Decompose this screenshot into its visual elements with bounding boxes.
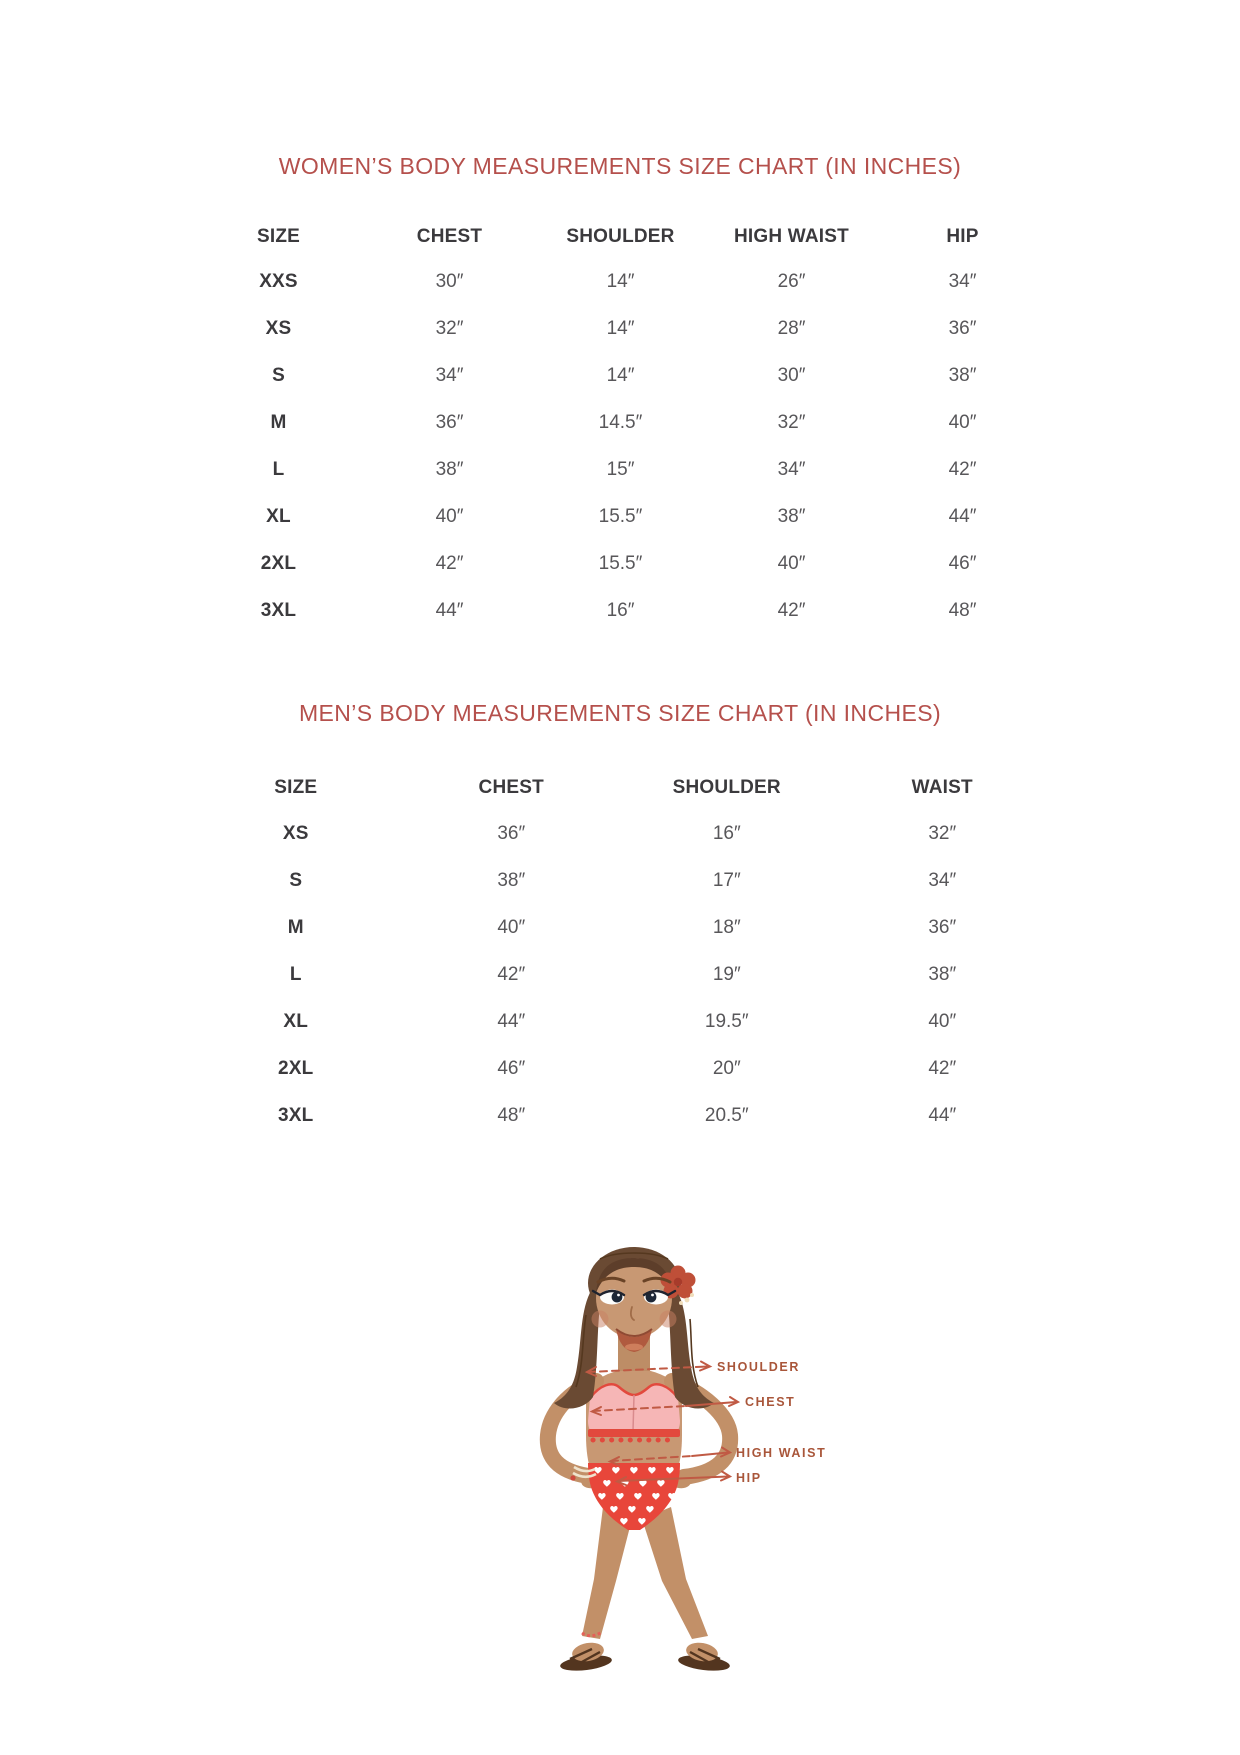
- size-cell: 2XL: [278, 1057, 314, 1079]
- right-leg: [642, 1507, 708, 1639]
- value-cell: 14″: [606, 317, 635, 339]
- left-cheek-blush: [592, 1311, 609, 1328]
- value-cell: 34″: [435, 364, 464, 386]
- value-cell: 40″: [928, 1010, 957, 1032]
- size-cell: XS: [265, 317, 292, 339]
- size-cell: XXS: [259, 270, 298, 292]
- bracelet-bead: [570, 1475, 575, 1480]
- size-cell: M: [287, 916, 304, 938]
- hair-left-lock: [554, 1289, 600, 1409]
- women-size-chart: [193, 258, 1048, 634]
- value-cell: 44″: [497, 1010, 526, 1032]
- high-waist-label: HIGH WAIST: [736, 1446, 827, 1460]
- value-cell: 16″: [712, 822, 741, 844]
- value-cell: 34″: [948, 270, 977, 292]
- value-cell: 42″: [928, 1057, 957, 1079]
- bikini-top-seam: [633, 1395, 634, 1431]
- value-cell: 14″: [606, 364, 635, 386]
- value-cell: 32″: [928, 822, 957, 844]
- column-header-shoulder: SHOULDER: [672, 777, 781, 798]
- chest-label: CHEST: [745, 1395, 796, 1409]
- value-cell: 36″: [497, 822, 526, 844]
- size-cell: L: [272, 458, 285, 480]
- size-cell: 2XL: [260, 552, 297, 574]
- value-cell: 38″: [948, 364, 977, 386]
- value-cell: 18″: [712, 916, 741, 938]
- men-size-chart: [188, 810, 1050, 1139]
- value-cell: 40″: [435, 505, 464, 527]
- value-cell: 42″: [777, 599, 806, 621]
- column-header-size: SIZE: [256, 226, 301, 247]
- value-cell: 30″: [777, 364, 806, 386]
- column-header-waist: WAIST: [911, 777, 973, 798]
- value-cell: 28″: [777, 317, 806, 339]
- value-cell: 38″: [497, 869, 526, 891]
- right-eye-highlight: [651, 1294, 654, 1297]
- value-cell: 26″: [777, 270, 806, 292]
- value-cell: 36″: [928, 916, 957, 938]
- value-cell: 44″: [948, 505, 977, 527]
- bikini-top-band: [588, 1429, 680, 1437]
- value-cell: 40″: [497, 916, 526, 938]
- column-header-hip: HIP: [946, 226, 979, 247]
- value-cell: 19.5″: [704, 1010, 749, 1032]
- value-cell: 20″: [712, 1057, 741, 1079]
- value-cell: 48″: [497, 1104, 526, 1126]
- right-cheek-blush: [660, 1311, 677, 1328]
- men-chart-header-row: [188, 773, 1050, 803]
- size-cell: 3XL: [260, 599, 297, 621]
- value-cell: 20.5″: [704, 1104, 749, 1126]
- column-header-chest: CHEST: [416, 226, 483, 247]
- column-header-size: SIZE: [274, 777, 318, 798]
- size-cell: XS: [282, 822, 309, 844]
- women-chart-header-row: [193, 222, 1048, 252]
- value-cell: 40″: [777, 552, 806, 574]
- size-cell: S: [289, 869, 303, 891]
- value-cell: 44″: [435, 599, 464, 621]
- value-cell: 46″: [948, 552, 977, 574]
- value-cell: 44″: [928, 1104, 957, 1126]
- size-cell: S: [272, 364, 285, 386]
- value-cell: 14.5″: [598, 411, 643, 433]
- men-chart-title: MEN’S BODY MEASUREMENTS SIZE CHART (IN INCHES): [298, 700, 942, 726]
- value-cell: 30″: [435, 270, 464, 292]
- shoulder-arrow-solid: [696, 1367, 708, 1368]
- value-cell: 46″: [497, 1057, 526, 1079]
- value-cell: 14″: [606, 270, 635, 292]
- value-cell: 16″: [606, 599, 635, 621]
- value-cell: 36″: [948, 317, 977, 339]
- size-cell: 3XL: [278, 1104, 314, 1126]
- left-eye-highlight: [617, 1294, 620, 1297]
- size-cell: L: [289, 963, 302, 985]
- value-cell: 36″: [435, 411, 464, 433]
- hip-label: HIP: [736, 1471, 762, 1485]
- value-cell: 38″: [435, 458, 464, 480]
- value-cell: 15″: [606, 458, 635, 480]
- measurement-guide-illustration: [440, 1235, 860, 1705]
- women-chart-title: WOMEN’S BODY MEASUREMENTS SIZE CHART (IN INCHES): [278, 153, 962, 179]
- value-cell: 40″: [948, 411, 977, 433]
- column-header-chest: CHEST: [478, 777, 544, 798]
- value-cell: 42″: [948, 458, 977, 480]
- value-cell: 32″: [435, 317, 464, 339]
- size-cell: M: [270, 411, 287, 433]
- value-cell: 32″: [777, 411, 806, 433]
- value-cell: 19″: [712, 963, 741, 985]
- value-cell: 42″: [497, 963, 526, 985]
- value-cell: 48″: [948, 599, 977, 621]
- column-header-high-waist: HIGH WAIST: [734, 226, 849, 247]
- value-cell: 34″: [928, 869, 957, 891]
- column-header-shoulder: SHOULDER: [566, 226, 675, 247]
- value-cell: 15.5″: [598, 505, 643, 527]
- value-cell: 42″: [435, 552, 464, 574]
- value-cell: 38″: [777, 505, 806, 527]
- value-cell: 17″: [712, 869, 741, 891]
- value-cell: 15.5″: [598, 552, 643, 574]
- woman-figure-drawing: [440, 1235, 860, 1705]
- size-cell: XL: [266, 505, 291, 527]
- value-cell: 38″: [928, 963, 957, 985]
- shoulder-label: SHOULDER: [717, 1360, 800, 1374]
- size-cell: XL: [283, 1010, 309, 1032]
- value-cell: 34″: [777, 458, 806, 480]
- lower-lip: [625, 1344, 643, 1351]
